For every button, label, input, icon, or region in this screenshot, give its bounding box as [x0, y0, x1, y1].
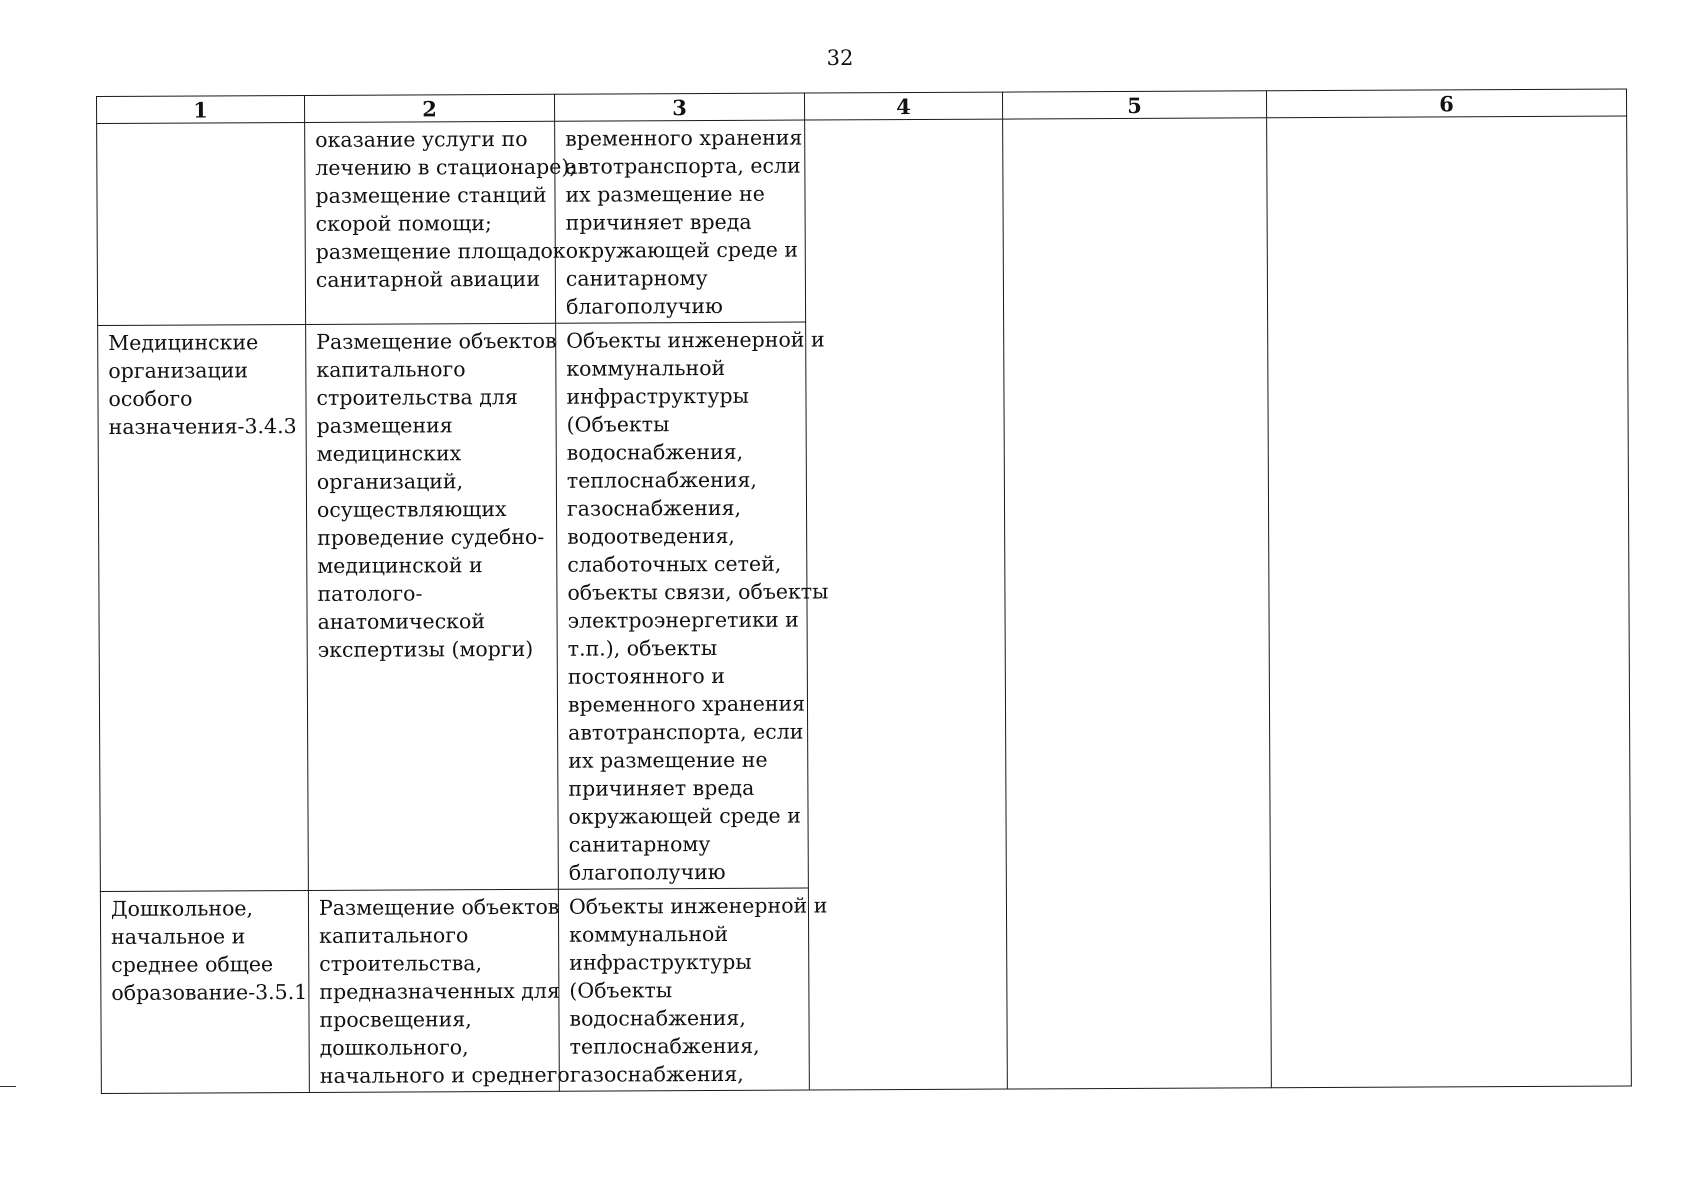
header-cell: 5: [1002, 91, 1266, 119]
cell-text-line: т.п.), объекты: [567, 635, 718, 661]
cell-text-line: окружающей среде и: [565, 237, 799, 263]
cell-text-line: электроэнергетики и: [567, 607, 799, 633]
cell-text-line: организации: [108, 358, 249, 383]
page-number: 32: [826, 46, 854, 70]
cell-text-line: проведение судебно-: [317, 524, 545, 550]
cell-text-line: организаций,: [316, 469, 464, 494]
cell-text-line: благополучию: [565, 293, 723, 319]
header-cell: 1: [97, 95, 305, 123]
cell-text-line: строительства,: [319, 951, 483, 976]
cell-text-line: их размещение не: [565, 181, 765, 207]
cell-type-name: [98, 324, 309, 891]
cell-text-line: объекты связи, объекты: [567, 579, 829, 605]
cell-auxiliary-uses: [555, 120, 806, 323]
cell-text-line: начальное и: [111, 924, 246, 949]
cell-text-line: газоснабжения,: [566, 495, 742, 521]
cell-text-line: причиняет вреда: [565, 209, 752, 235]
cell-text-line: санитарной авиации: [315, 266, 541, 292]
cell-text-line: водоснабжения,: [566, 439, 744, 465]
cell-text-line: (Объекты: [566, 412, 670, 437]
cell-text-line: их размещение не: [568, 747, 768, 773]
cell-text-line: Объекты инженерной и: [568, 893, 828, 919]
table-row: [97, 116, 1628, 325]
cell-type-description: [308, 889, 570, 1092]
cell-text-line: патолого-: [317, 581, 423, 606]
cell-text-line: начального и среднего: [319, 1062, 570, 1088]
header-cell: 2: [304, 94, 554, 122]
cell-text-line: особого: [108, 386, 193, 411]
cell-text-line: причиняет вреда: [568, 775, 755, 801]
cell-text-line: теплоснабжения,: [569, 1033, 760, 1059]
cell-text-line: коммунальной: [566, 355, 726, 381]
cell-text-line: экспертизы (морги): [317, 636, 534, 662]
cell-text-line: назначения-3.4.3: [108, 414, 297, 439]
header-cell: 6: [1266, 89, 1626, 118]
cell-text-line: лечению в стационаре);: [315, 154, 577, 180]
cell-text-line: дошкольного,: [319, 1035, 469, 1060]
cell-text-line: газоснабжения,: [569, 1061, 744, 1087]
cell-text-line: медицинских: [316, 441, 462, 466]
cell-text-line: временного хранения: [567, 691, 806, 717]
cell-text-line: просвещения,: [319, 1007, 472, 1032]
cell-text-line: образование-3.5.1: [111, 979, 308, 1005]
cell-text-line: временного хранения: [565, 125, 803, 151]
cell-text-line: благополучию: [568, 859, 726, 885]
cell-type-description: [306, 323, 559, 890]
cell-text-line: скорой помощи;: [315, 211, 492, 236]
cell-text-line: автотранспорта, если: [568, 719, 804, 745]
cell-text-line: капитального: [316, 357, 466, 382]
cell-text-line: строительства для: [316, 384, 518, 410]
cell-type-name: [100, 890, 309, 1093]
cell-text-line: оказание услуги по: [315, 126, 528, 152]
cell-text-line: анатомической: [317, 609, 486, 634]
cell-type-description: [305, 121, 577, 324]
cell-text-line: водоотведения,: [567, 523, 735, 549]
cell-text-line: капитального: [319, 923, 469, 948]
cell-text-line: размещение площадок: [315, 238, 566, 264]
cell-text-line: среднее общее: [111, 952, 274, 977]
cell-text-line: постоянного и: [567, 663, 725, 689]
cell-text-line: инфраструктуры: [566, 383, 749, 409]
cell-col4-empty: [805, 119, 1008, 1090]
cell-col5-empty: [1003, 118, 1272, 1089]
cell-text-line: медицинской и: [317, 553, 483, 578]
cell-text-line: предназначенных для: [319, 978, 560, 1004]
cell-text-line: Медицинские: [108, 330, 259, 355]
cell-type-name: [97, 122, 306, 325]
cell-text-line: окружающей среде и: [568, 803, 801, 829]
cell-text-line: осуществляющих: [316, 496, 507, 522]
header-cell: 3: [554, 93, 804, 121]
cell-text-line: водоснабжения,: [569, 1005, 746, 1031]
header-cell: 4: [804, 92, 1002, 120]
cell-text-line: размещение станций: [315, 182, 547, 208]
cell-auxiliary-uses: [558, 888, 828, 1091]
cell-auxiliary-uses: [556, 322, 829, 889]
document-table: [96, 89, 1632, 1094]
cell-text-line: коммунальной: [569, 921, 729, 947]
cell-text-line: (Объекты: [569, 978, 673, 1003]
cell-text-line: слаботочных сетей,: [567, 551, 782, 577]
cell-text-line: теплоснабжения,: [566, 467, 757, 493]
cell-text-line: инфраструктуры: [569, 949, 752, 975]
cell-text-line: Объекты инженерной и: [566, 327, 825, 353]
cell-text-line: санитарному: [568, 832, 711, 857]
margin-mark: [0, 1086, 16, 1087]
cell-text-line: автотранспорта, если: [565, 153, 801, 179]
cell-text-line: Размещение объектов: [316, 328, 557, 354]
cell-text-line: Дошкольное,: [110, 896, 254, 921]
cell-text-line: размещения: [316, 413, 453, 438]
cell-text-line: Размещение объектов: [318, 894, 560, 920]
cell-col6-empty: [1267, 116, 1632, 1088]
cell-text-line: санитарному: [565, 266, 708, 291]
